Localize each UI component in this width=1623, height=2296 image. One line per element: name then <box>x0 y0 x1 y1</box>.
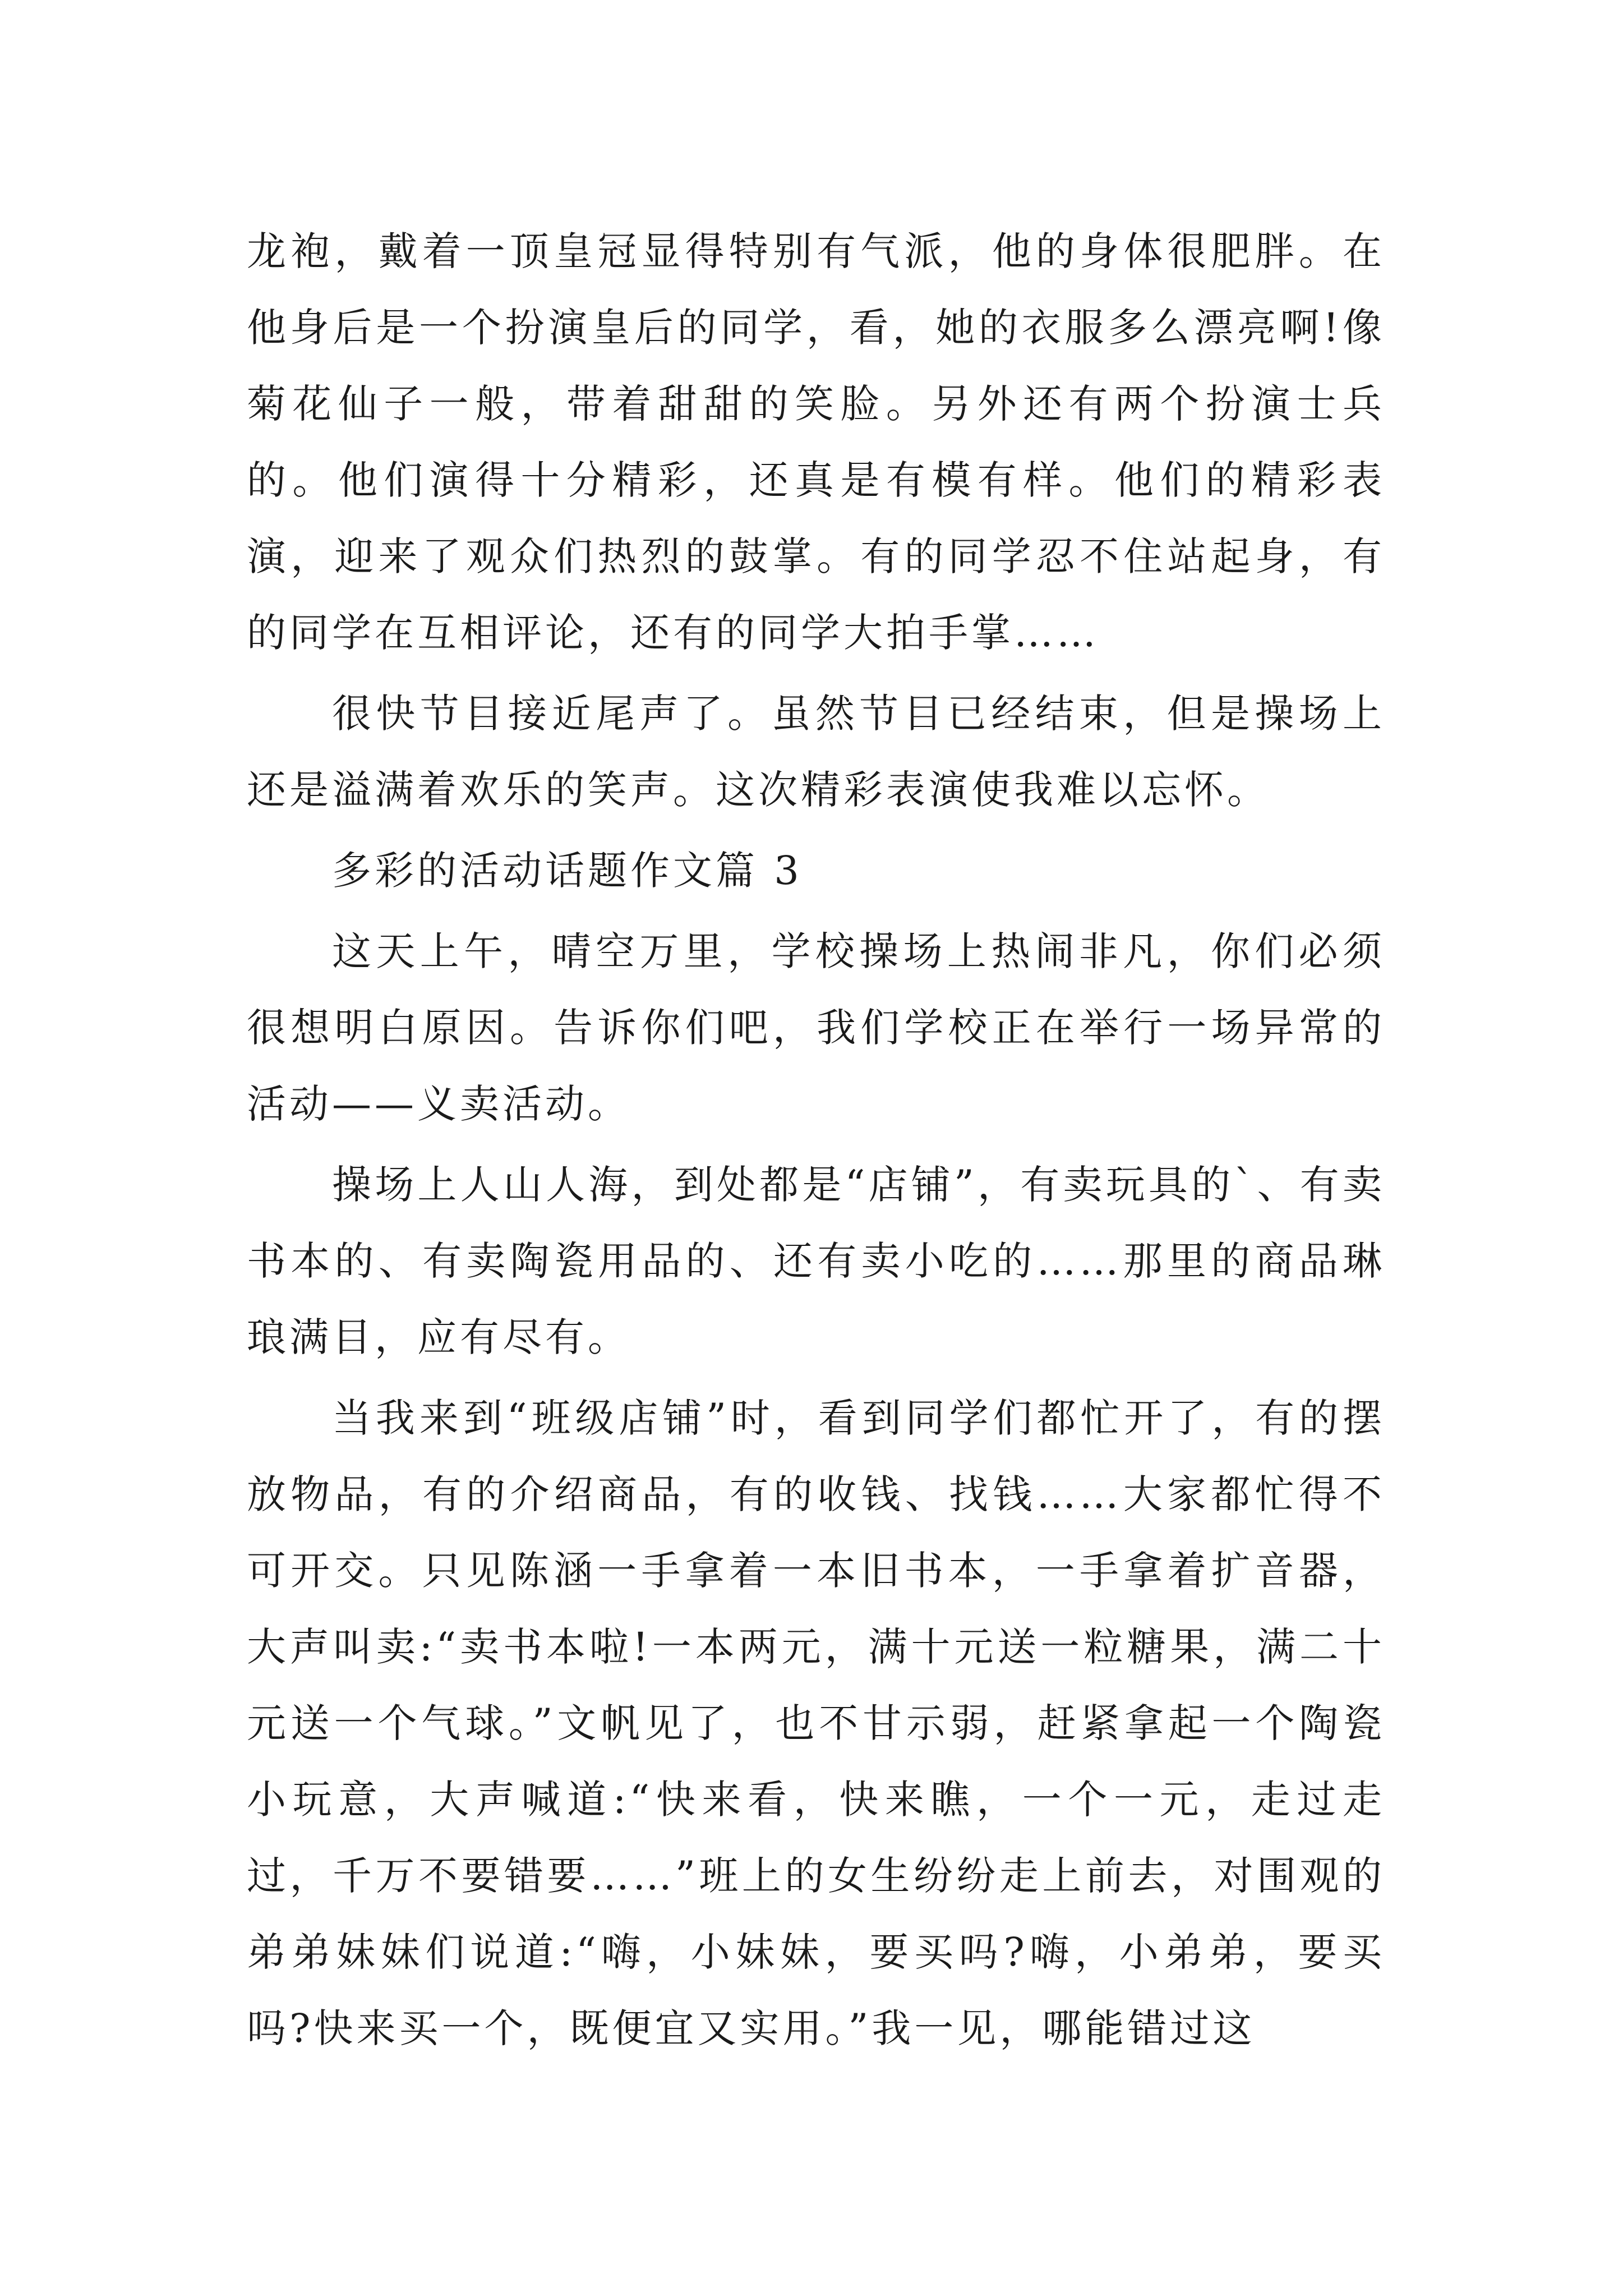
paragraph-class-shop: 当我来到“班级店铺”时，看到同学们都忙开了，有的摆放物品，有的介绍商品，有的收钱、找钱……大家都忙得不可开交。只见陈涵一手拿着一本旧书本，一手拿着扩音器，大声叫卖:“卖书本啦!一本两元，满十元送一粒糖果，满二十元送一个气球。”文帆见了，也不甘示弱，赶紧拿起一个陶瓷小玩意，大声喊道:“快来看，快来瞧，一个一元，走过走过，千万不要错要……”班上的女生纷纷走上前去，对围观的弟弟妹妹们说道:“嗨，小妹妹，要买吗?嗨，小弟弟，要买吗?快来买一个，既便宜又实用。”我一见，哪能错过这 <box>247 1395 1385 2051</box>
paragraph-continuation: 龙袍，戴着一顶皇冠显得特别有气派，他的身体很肥胖。在他身后是一个扮演皇后的同学，看，她的衣服多么漂亮啊!像菊花仙子一般，带着甜甜的笑脸。另外还有两个扮演士兵的。他们演得十分精彩，还真是有模有样。他们的精彩表演，迎来了观众们热烈的鼓掌。有的同学忍不住站起身，有的同学在互相评论，还有的同学大拍手掌…… <box>247 228 1385 656</box>
essay-body <box>247 213 1385 2071</box>
essay-title: 多彩的活动话题作文篇 3 <box>332 848 803 894</box>
paragraph-ending: 很快节目接近尾声了。虽然节目已经结束，但是操场上还是溢满着欢乐的笑声。这次精彩表演使我难以忘怀。 <box>247 691 1385 813</box>
paragraph-intro: 这天上午，晴空万里，学校操场上热闹非凡，你们必须很想明白原因。告诉你们吧，我们学校正在举行一场异常的活动——义卖活动。 <box>247 928 1385 1127</box>
paragraph-scene: 操场上人山人海，到处都是“店铺”，有卖玩具的`、有卖书本的、有卖陶瓷用品的、还有卖小吃的……那里的商品琳琅满目，应有尽有。 <box>247 1162 1385 1360</box>
